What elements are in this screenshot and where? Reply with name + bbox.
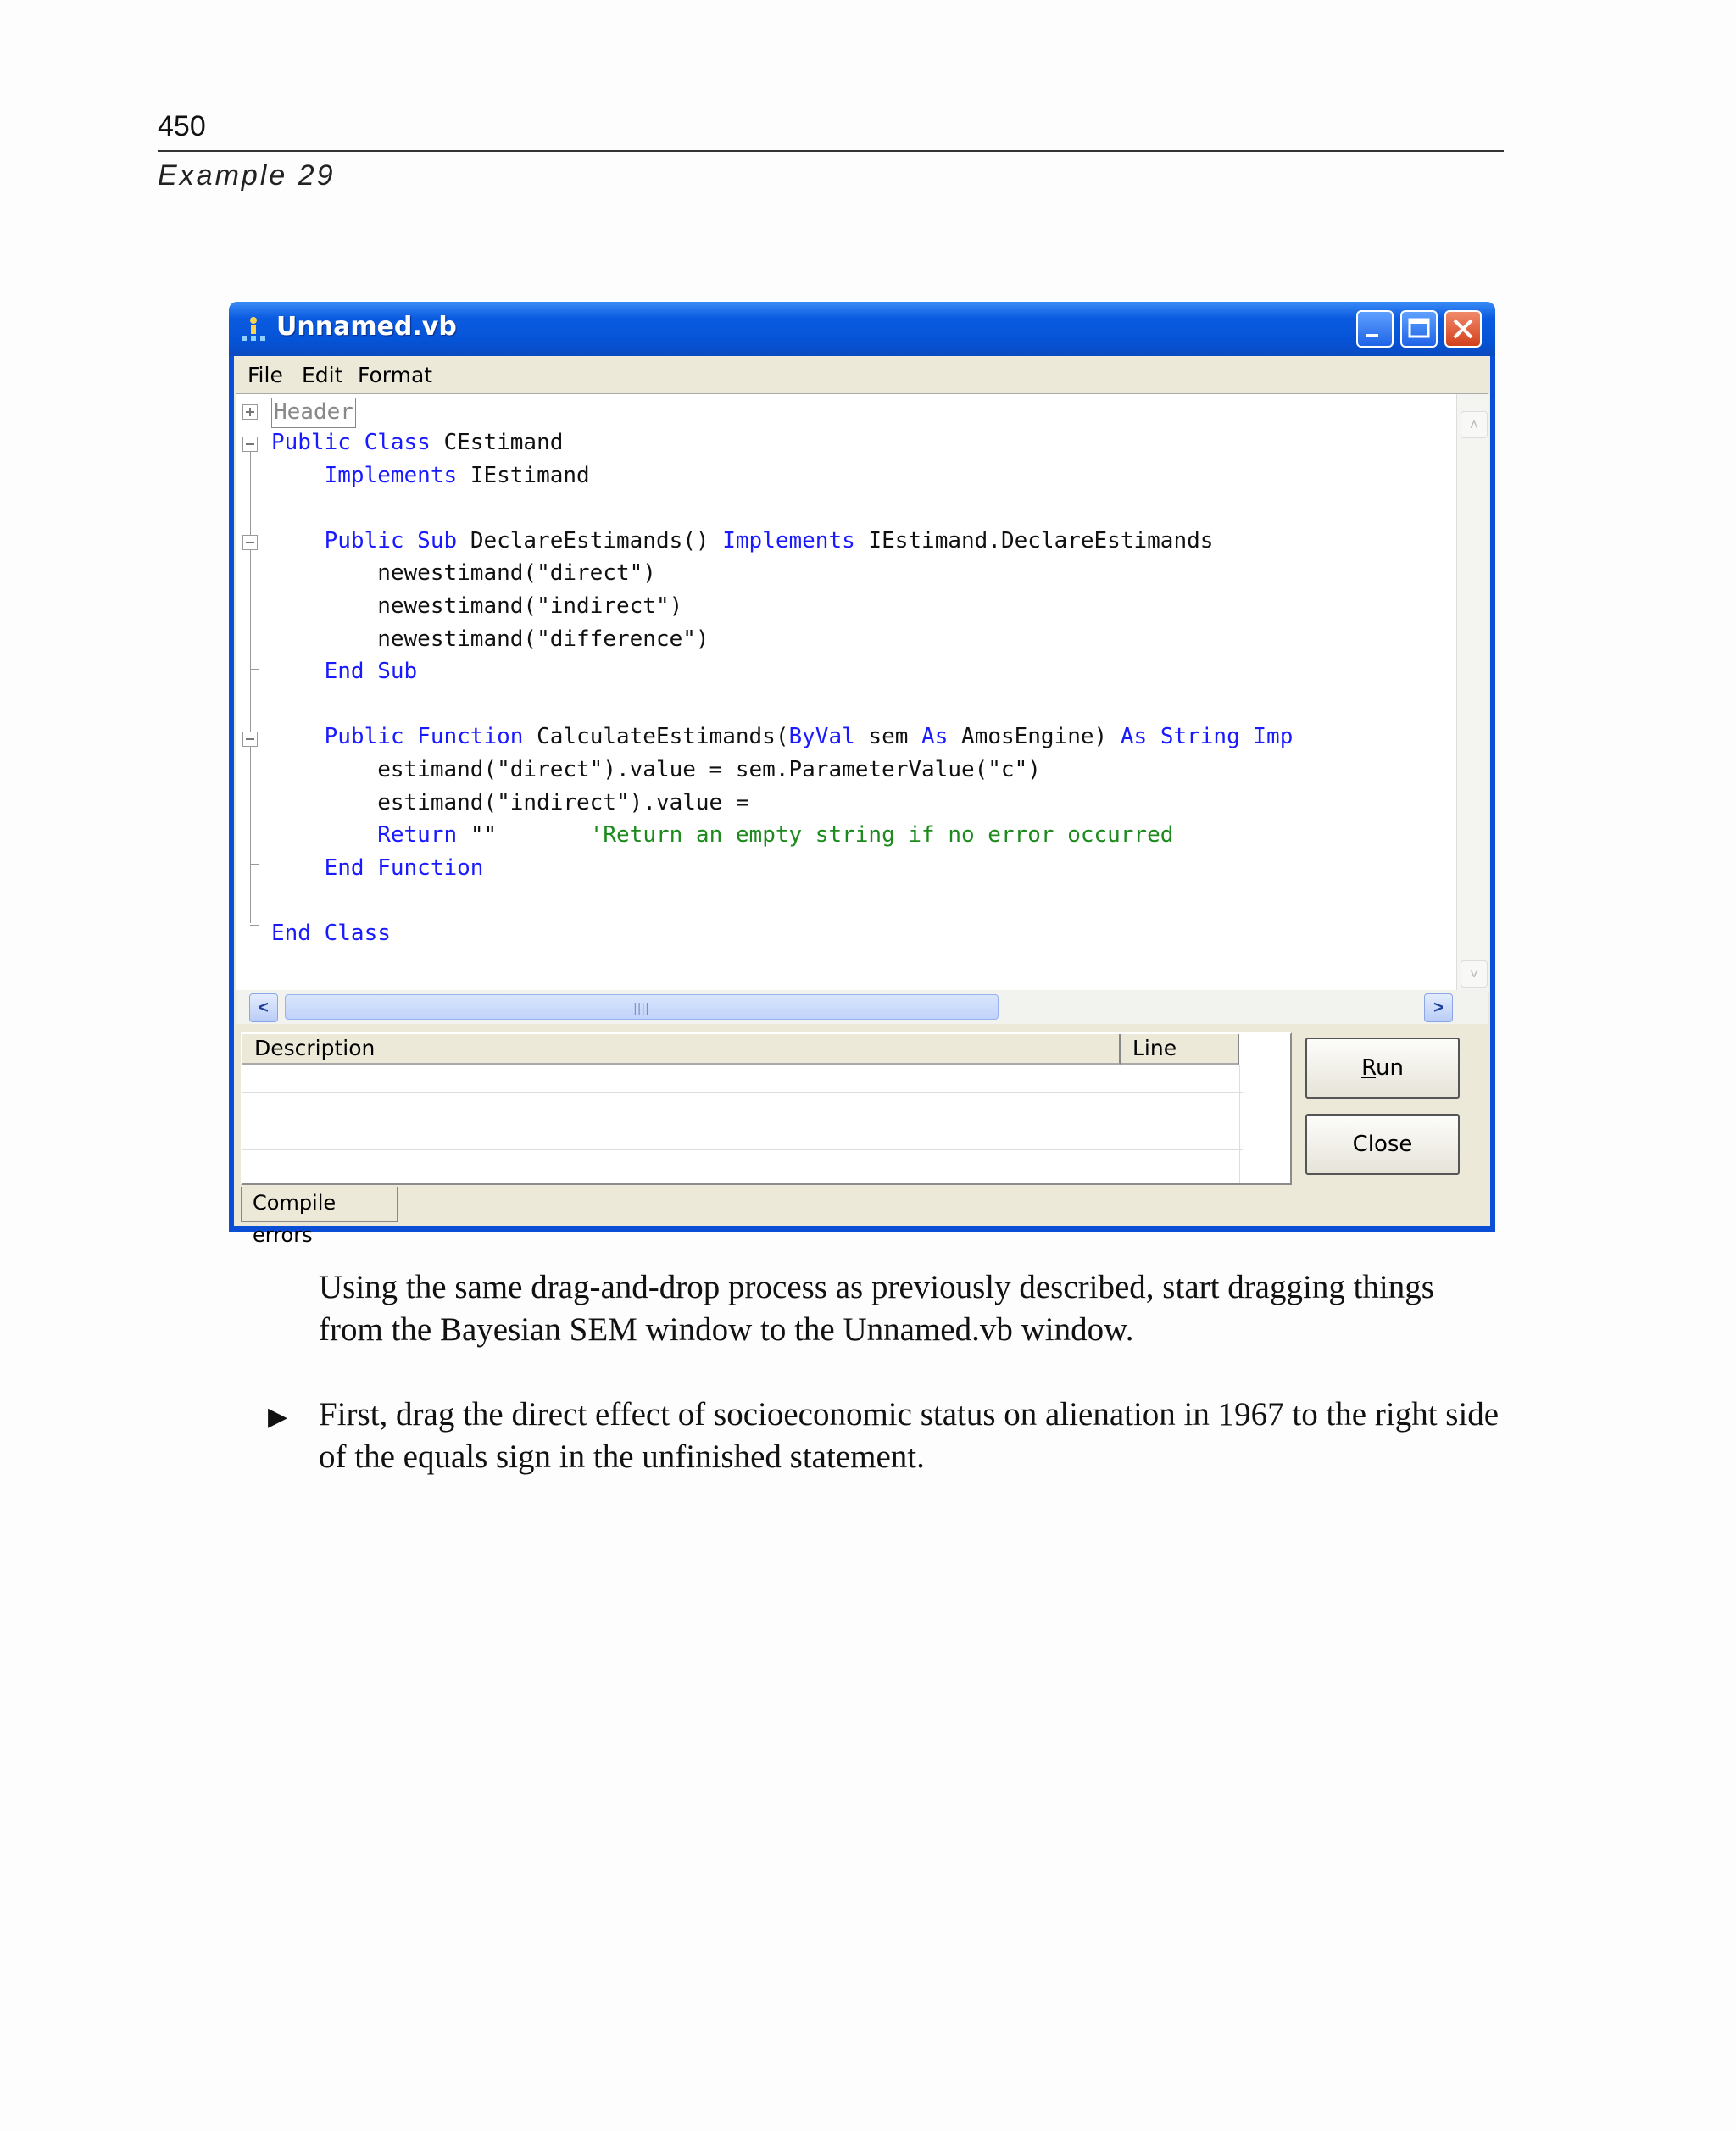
table-row [242,1092,1243,1093]
code-keyword: Public Sub [271,527,470,554]
fold-guide [250,452,251,923]
vb-editor-window [229,302,1495,1247]
column-line[interactable]: Line [1121,1034,1239,1065]
code-comment: 'Return an empty string if no error occurred [589,822,1174,849]
code-text: CalculateEstimands( [537,724,789,750]
code-keyword: ByVal [788,724,869,750]
running-head: Example 29 [158,159,336,192]
minimize-icon [1358,312,1392,346]
menu-file[interactable]: File [248,363,283,387]
bullet-arrow-icon: ▶ [268,1402,288,1432]
header-rule [158,150,1504,152]
window-title: Unnamed.vb [276,312,457,342]
bullet-text: First, drag the direct effect of socioeconomic status on alienation in 1967 to the right side of the equals sign in the unfinished statement. [319,1396,1500,1475]
window-client-area [234,356,1490,1247]
code-keyword: Return [271,822,470,849]
amos-app-icon [239,315,268,344]
column-divider [1239,1065,1240,1183]
code-line[interactable] [271,557,656,589]
compile-errors-list[interactable] [241,1032,1292,1185]
code-area[interactable] [236,394,1456,991]
expand-icon[interactable] [242,404,258,420]
fold-end-marker [250,669,259,670]
collapse-icon[interactable] [242,535,258,550]
title-bar[interactable] [229,302,1495,356]
minimize-button[interactable] [1356,310,1394,348]
code-text: newestimand("difference") [271,626,709,652]
code-editor[interactable] [236,393,1488,991]
scroll-thumb[interactable] [285,994,999,1020]
vertical-scrollbar[interactable] [1456,394,1489,991]
header-region[interactable]: Header [271,398,356,428]
code-keyword: As [921,724,962,750]
code-line[interactable] [271,623,709,655]
code-text: IEstimand.DeclareEstimands [868,527,1214,554]
code-keyword: End Class [271,921,391,946]
maximize-button[interactable] [1400,310,1438,348]
code-line[interactable] [271,787,749,819]
paragraph: Using the same drag-and-drop process as previously described, start dragging things from the Bayesian SEM window to the Unnamed.vb window. [319,1269,1434,1348]
close-window-button[interactable] [1444,310,1482,348]
bottom-panel [234,1026,1490,1247]
code-keyword: As String Imp [1120,724,1294,750]
code-line[interactable] [271,754,1041,786]
scroll-left-icon[interactable]: < [249,993,278,1022]
code-keyword: Implements [722,527,869,554]
code-line[interactable] [271,426,563,459]
code-text: AmosEngine) [961,724,1121,750]
fold-end-marker [250,864,259,865]
collapse-icon[interactable] [242,437,258,452]
code-line[interactable] [271,655,417,687]
code-text: estimand("direct").value = sem.ParameterValue("c") [271,757,1041,782]
code-text: sem [868,724,922,750]
code-text: IEstimand [470,462,590,488]
tab-strip [241,1187,1292,1247]
horizontal-scrollbar[interactable] [236,990,1488,1024]
code-line[interactable] [271,917,391,949]
code-text: DeclareEstimands() [470,527,723,554]
menu-edit[interactable]: Edit [302,363,343,387]
close-button[interactable]: Close [1305,1114,1460,1175]
code-line[interactable] [271,525,1213,557]
run-button[interactable] [1305,1038,1460,1099]
tab-compile-errors[interactable]: Compile errors [241,1187,398,1222]
code-line[interactable] [271,721,1293,753]
run-label: Run [1361,1055,1404,1081]
code-text: CEstimand [443,430,564,455]
collapse-icon[interactable] [242,732,258,747]
code-keyword: Public Class [271,430,444,455]
code-keyword: Implements [271,462,470,488]
table-row [242,1149,1243,1150]
code-text: "" [470,822,590,849]
grip-icon: |||| [633,1002,649,1015]
fold-end-marker [250,925,259,926]
code-line[interactable] [271,459,590,492]
code-line[interactable] [271,590,682,622]
code-keyword: End Function [271,854,484,881]
code-line[interactable] [271,819,1173,851]
code-keyword: Public Function [271,724,537,750]
code-text: estimand("indirect").value = [271,789,749,815]
code-text: newestimand("direct") [271,560,656,587]
menu-bar [234,356,1490,393]
code-keyword: End Sub [271,659,418,685]
scroll-down-icon[interactable]: ˅ [1461,960,1488,988]
scroll-up-icon[interactable]: ˄ [1461,411,1488,438]
menu-format[interactable]: Format [358,363,433,387]
close-icon [1446,312,1480,346]
code-text: newestimand("indirect") [271,593,683,619]
column-description[interactable]: Description [242,1034,1121,1065]
page-number: 450 [158,110,206,142]
code-line[interactable] [271,852,483,884]
scroll-right-icon[interactable]: > [1424,993,1453,1022]
maximize-icon [1402,312,1436,346]
